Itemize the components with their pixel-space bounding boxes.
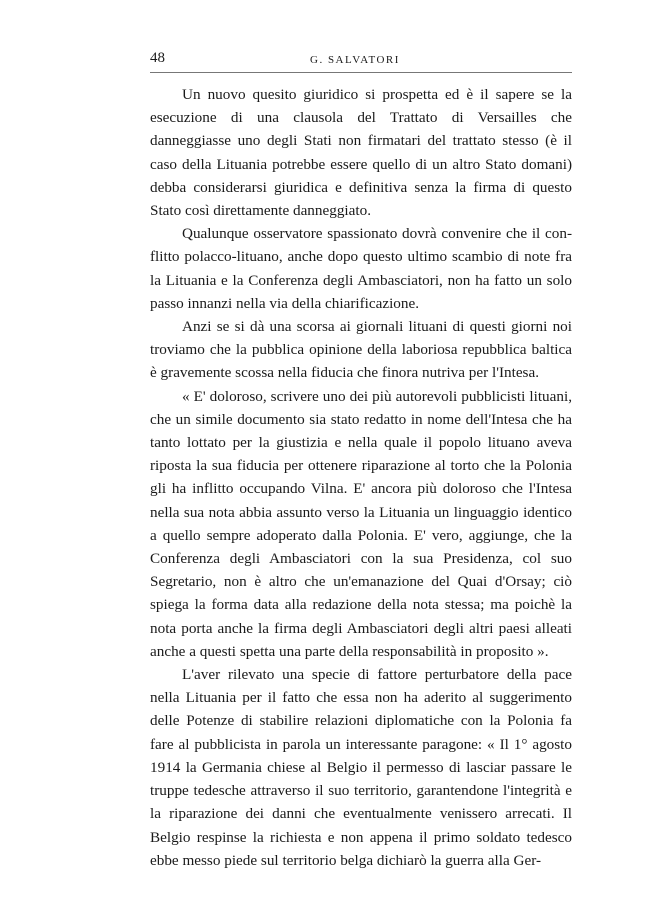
page-number: 48: [150, 50, 165, 66]
running-head: G. SALVATORI: [310, 54, 400, 66]
paragraph: Un nuovo quesito giuridico si prospetta ed è il sapere se la esecuzione di una clausola del Trattato di Versailles che danneggiasse uno degli Stati non firmatari del trattato stesso (è il caso della Lituania potrebbe essere quello di un altro Stato domani) debba considerarsi giuridica e definitiva senza la firma di questo Stato così direttamente danneggiato.: [150, 86, 572, 220]
text-body: [150, 83, 572, 872]
paragraph: Anzi se si dà una scorsa ai giornali lituani di questi giorni noi troviamo che la pubblica opinione della laboriosa repubblica baltica è gravemente scossa nella fiducia che finora nutriva per l'Intesa.: [150, 318, 572, 382]
header-rule: [150, 72, 572, 73]
paragraph: Qualunque osservatore spassionato dovrà convenire che il conflitto polacco-lituano, anche dopo questo ultimo scambio di note fra la Lituania e la Conferenza degli Ambasciatori, non ha fatto un solo passo innanzi nella via della chiarificazione.: [150, 225, 572, 312]
quoted-paragraph: « E' doloroso, scrivere uno dei più autorevoli pubblicisti lituani, che un simile documento sia stato redatto in nome dell'Intesa che ha tanto lottato per la giustizia e nella quale il popolo lituano aveva riposta la sua fiducia per ottenere riparazione al torto che la Polonia gli ha inflitto occupando Vilna. E' ancora più doloroso che l'Intesa nella sua nota abbia assunto verso la Lituania un linguaggio identico a quello sempre adoperato dalla Polonia. E' vero, aggiunge, che la Conferenza degli Ambasciatori con la sua Presidenza, col suo Segretario, non è altro che un'emanazione del Quai d'Orsay; ciò spiega la forma data alla redazione della nota stessa; ma poichè la nota porta anche la firma degli Ambasciatori degli altri paesi alleati anche a questi spetta una parte della responsabilità in proposito ».: [150, 387, 572, 660]
paragraph: L'aver rilevato una specie di fattore perturbatore della pace nella Lituania per il fatto che essa non ha aderito al suggerimento delle Potenze di stabilire relazioni diplomatiche con la Polonia fa fare al pubblicista in parola un interessante paragone: « Il 1° agosto 1914 la Germania chiese al Belgio il permesso di lasciar passare le truppe tedesche attraverso il suo territorio, garantendone l'integrità e la riparazione dei danni che eventualmente venissero arrecati. Il Belgio respinse la richiesta e non appena il primo soldato tedesco ebbe messo piede sul territorio belga dichiarò la guerra alla Ger-: [150, 666, 572, 869]
page-header: [150, 50, 572, 74]
